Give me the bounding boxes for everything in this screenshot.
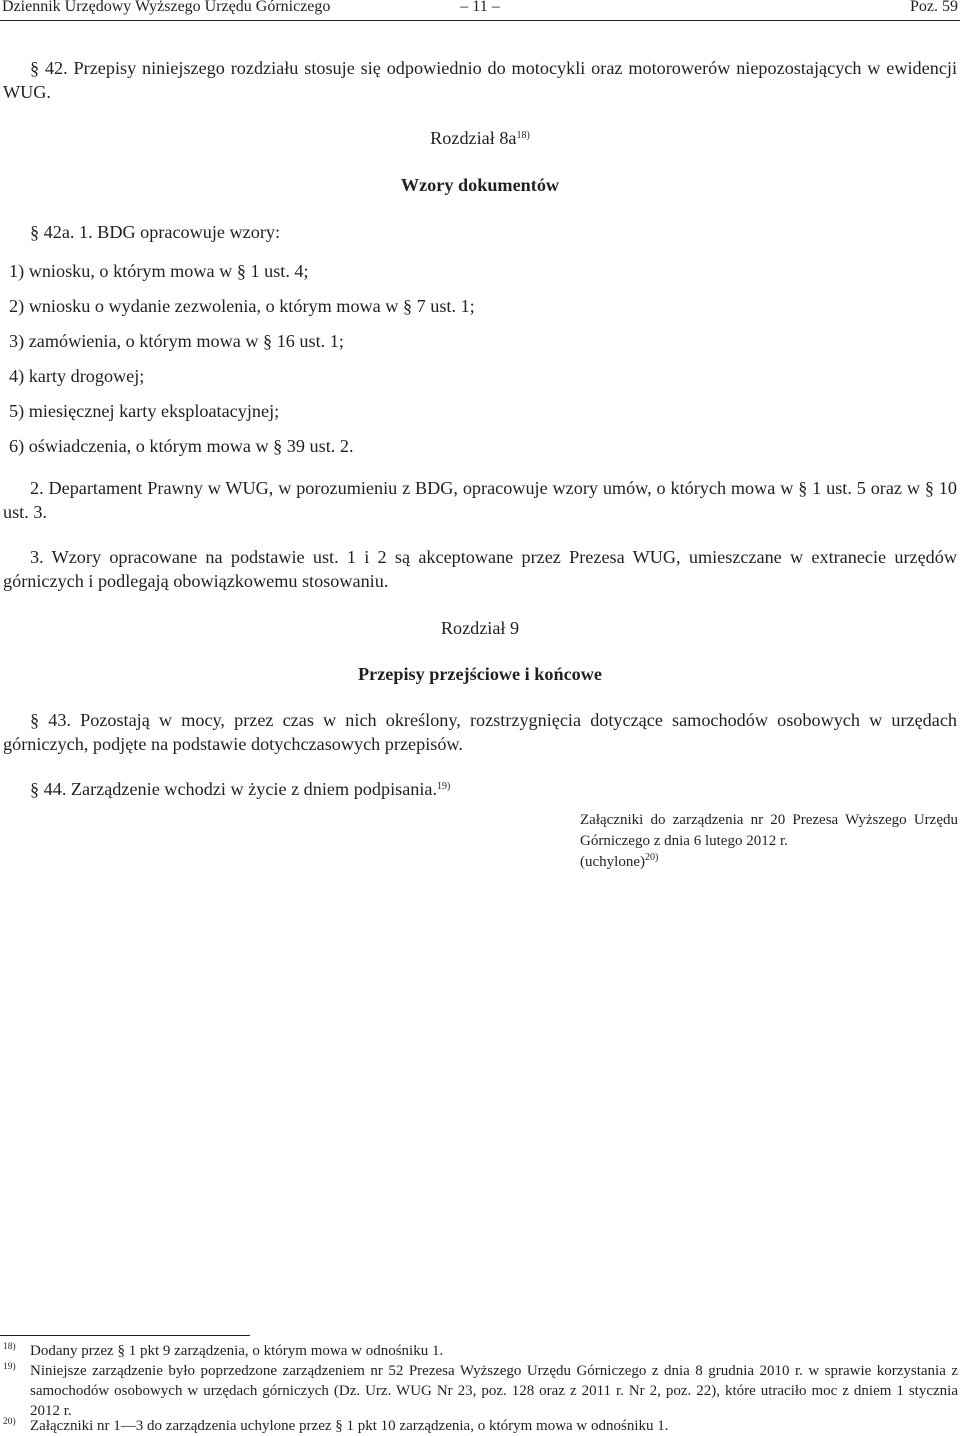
- list-item: [3, 364, 957, 388]
- footnote-18: [0, 1341, 958, 1361]
- paragraph-43-text: § 43. Pozostają w mocy, przez czas w nich określony, rozstrzygnięcia dotyczące samochodów osobowych w urzędach górniczych, podjęte na podstawie dotychczasowych przepisów.: [3, 710, 958, 754]
- journal-title: Dziennik Urzędowy Wyższego Urzędu Górniczego: [2, 0, 331, 15]
- paragraph-42a-ust-2-text: 2. Departament Prawny w WUG, w porozumieniu z BDG, opracowuje wzory umów, o których mowa w § 1 ust. 5 oraz w § 10 ust. 3.: [3, 478, 957, 522]
- footnote-number: 20): [3, 1417, 16, 1427]
- footnote-text: Załączniki nr 1—3 do zarządzenia uchylone przez § 1 pkt 10 zarządzenia, o którym mowa w odnośniku 1.: [30, 1418, 669, 1434]
- list-item: [3, 434, 957, 458]
- list-item: [3, 329, 957, 353]
- footnote-ref-19: 19): [437, 780, 451, 792]
- chapter-8a-label: Rozdział $8a^{18)}$: [430, 128, 530, 148]
- chapter-9-heading: [3, 616, 957, 640]
- paragraph-44-text: § 44. Zarządzenie wchodzi w życie z dniem podpisania.$^{19)}$: [30, 779, 451, 799]
- list-item-1: 1) wniosku, o którym mowa w § 1 ust. 4;: [9, 261, 309, 281]
- page-number: – 11 –: [460, 0, 500, 15]
- list-item-2: 2) wniosku o wydanie zezwolenia, o którym mowa w § 7 ust. 1;: [9, 296, 475, 316]
- attachments-note-text: Załączniki do zarządzenia nr 20 Prezesa Wyższego Urzędu Górniczego z dnia 6 lutego 2012 r.: [580, 812, 958, 849]
- list-item-3: 3) zamówienia, o którym mowa w § 16 ust. 1;: [9, 331, 344, 351]
- footnote-ref-20: 20): [644, 851, 659, 863]
- paragraph-43: [3, 708, 957, 756]
- list-item-5: 5) miesięcznej karty eksploatacyjnej;: [9, 401, 280, 421]
- paragraph-42a-ust-3-text: 3. Wzory opracowane na podstawie ust. 1 i 2 są akceptowane przez Prezesa WUG, umieszczane w extranecie urzędów górniczych i podlegają obowiązkowemu stosowaniu.: [3, 547, 957, 591]
- footnote-number: 18): [3, 1342, 16, 1352]
- paragraph-42-text: § 42. Przepisy niniejszego rozdziału stosuje się odpowiednio do motocykli oraz motorowerów niepozostających w ewidencji WUG.: [3, 58, 957, 102]
- list-item: [3, 294, 957, 318]
- list-item-4: 4) karty drogowej;: [9, 366, 145, 386]
- running-header: [0, 0, 960, 21]
- chapter-9-title: Przepisy przejściowe i końcowe: [358, 664, 602, 684]
- attachments-status: (uchylone)$^{20)}$: [580, 851, 659, 870]
- chapter-9-label: Rozdział 9: [440, 618, 520, 638]
- list-item-6: 6) oświadczenia, o którym mowa w § 39 ust. 2.: [9, 436, 354, 456]
- list-item: [3, 259, 957, 283]
- attachments-note: [580, 810, 958, 873]
- footnote-ref-18: 18): [516, 129, 530, 141]
- footnote-text: Dodany przez § 1 pkt 9 zarządzenia, o którym mowa w odnośniku 1.: [30, 1343, 444, 1359]
- chapter-9-title-block: [3, 662, 957, 686]
- position-number: Poz. 59: [910, 0, 958, 15]
- paragraph-42: [3, 56, 957, 104]
- chapter-8a-title: Wzory dokumentów: [400, 175, 560, 195]
- paragraph-42a: [3, 220, 957, 244]
- footnote-text: Niniejsze zarządzenie było poprzedzone zarządzeniem nr 52 Prezesa Wyższego Urzędu Górniczego z dnia 8 grudnia 2010 r. w sprawie korzystania z samochodów osobowych w urzędach górniczych (Dz. Urz. WUG Nr 23, poz. 128 oraz z 2011 r. Nr 2, poz. 22), które utraciło moc z dniem 1 stycznia 2012 r.: [30, 1363, 958, 1419]
- footnote-separator: [0, 1335, 250, 1336]
- footnote-20: [0, 1416, 958, 1436]
- footnote-19: [0, 1361, 958, 1421]
- footnote-number: 19): [3, 1362, 16, 1372]
- chapter-8a-title-block: [3, 173, 957, 197]
- paragraph-42a-ust-3: [3, 545, 957, 593]
- list-item: [3, 399, 957, 423]
- chapter-8a-heading: [3, 126, 957, 150]
- paragraph-42a-ust-2: [3, 476, 957, 524]
- paragraph-42a-intro: § 42a. 1. BDG opracowuje wzory:: [30, 222, 281, 242]
- paragraph-44: [3, 777, 957, 801]
